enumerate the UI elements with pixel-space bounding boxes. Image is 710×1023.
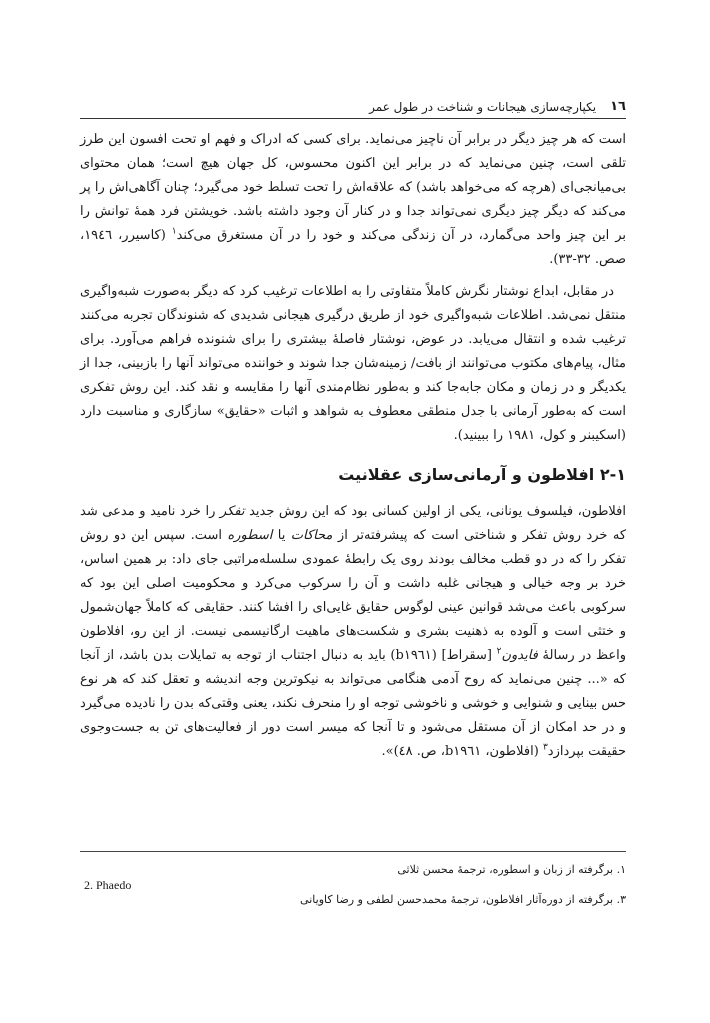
- paragraph-1-citation: (کاسیرر، ١٩٤٦، صص. ٣٢-٣٣).: [80, 228, 626, 267]
- paragraph-3-part-f: (افلاطون، b١٩٦١، ص. ٤٨)».: [381, 744, 543, 759]
- footnote-ref-2: ٢: [496, 646, 502, 657]
- page-header: [80, 92, 626, 119]
- paragraph-1: [80, 128, 626, 272]
- paragraph-3: [80, 500, 626, 764]
- footnote-ref-1: ١: [171, 226, 177, 237]
- footnote-ref-3: ٣: [542, 742, 548, 753]
- footnote-2: 2. Phaedo: [84, 878, 132, 892]
- section-heading: ١-٢ افلاطون و آرمانی‌سازی عقلانیت: [338, 465, 626, 484]
- paragraph-3-part-b: را خرد نامید و مدعی شد که خرد روش تفکر و شناختی است که پیشرفته‌تر از: [80, 504, 627, 543]
- term-phaedo: فایدون: [501, 648, 538, 663]
- footnote-1: ١. برگرفته از زبان و اسطوره، ترجمهٔ محسن ثلاثی: [397, 863, 626, 876]
- page-number: ١٦: [610, 99, 626, 114]
- body-text: [80, 128, 626, 772]
- term-ostoore: اسطوره: [227, 528, 273, 543]
- footnote-divider: [80, 851, 626, 852]
- term-mohakat: محاکات: [290, 528, 333, 543]
- term-tafakor: تفکر: [219, 504, 245, 519]
- paragraph-3-part-e: [سقراط] (b١٩٦١) باید به دنبال اجتناب از توجه به تمایلات بدن باشد، از آنجا که «... چنین می‌نماید که روح آدمی هنگامی می‌تواند به نیکوترین وجه اندیشه و تعقل کند که هر نوع حس بینایی و شنوایی و خوشی و ناخوشی توجه او را منحرف نکند، یعنی وقتی‌که بدن را نادیده می‌گیرد و در حد امکان از آن مستقل می‌شود و تا آنجا که میسر است دور از فعالیت‌های تن به جست‌وجوی حقیقت بپردازد: [80, 648, 626, 759]
- paragraph-2: در مقابل، ابداع نوشتار نگرش کاملاً متفاوتی را به اطلاعات ترغیب کرد که دیگر به‌صورت شبه‌واگیری منتقل نمی‌شد. اطلاعات شبه‌واگیری خود از طریق درگیری هیجانی شدیدی که شنوندگان تجربه می‌کنند ترغیب شده و انتقال می‌یابد. در عوض، نوشتار فاصلهٔ بیشتری را برای شنونده فراهم می‌آورد. برای مثال، پیام‌های مکتوب می‌توانند از بافت/ زمینه‌شان جدا شوند و خواننده می‌تواند آنها را بازبینی، جدا از یکدیگر و در زمان و مکان جابه‌جا کند و به‌طور نظام‌مندی آنها را مقایسه و نقد کند. این روش تفکری است که به‌طور آرمانی با جدل منطقی معطوف به شواهد و اثبات «حقایق» سازگاری و مناسبت دارد (اسکیبنر و کول، ١٩٨١ را ببینید).: [80, 284, 626, 443]
- footnote-3: ٣. برگرفته از دوره‌آثار افلاطون، ترجمهٔ محمدحسن لطفی و رضا کاویانی: [300, 893, 626, 906]
- paragraph-3-part-c: یا: [272, 528, 291, 543]
- paragraph-3-part-a: افلاطون، فیلسوف یونانی، یکی از اولین کسانی بود که این روش جدید: [244, 504, 626, 519]
- running-title: یکپارچه‌سازی هیجانات و شناخت در طول عمر: [369, 100, 597, 114]
- paragraph-3-part-d: است. سپس این دو روش تفکر را که در دو قطب مخالف بودند روی یک رابطهٔ عمودی سلسله‌مراتبی جای داد: بر همین اساس، خرد بر وجه خیالی و هیجانی غلبه داشت و آن را سرکوب می‌کرد و محکومیت اصلی این بود که سرکوبی باعث می‌شد قوانین عینی لوگوس حقایق غایی‌ای را افشا کنند. حقایقی که کاملاً جهان‌شمول و ختثی است و آلوده به ذهنیت بشری و شکست‌های ماهیت ارگانیسمی نیست. از این رو، افلاطون واعظ در رسالهٔ: [80, 528, 626, 663]
- paragraph-1-text: است که هر چیز دیگر در برابر آن ناچیز می‌نماید. برای کسی که ادراک و فهم او تحت افسون این طرز تلقی است، چنین می‌نماید که در برابر این اکنون محسوس، کل جهان هیچ است؛ همان محتوای بی‌میانجی‌ای (هرچه که می‌خواهد باشد) که علاقه‌اش را تحت تسلط خود می‌گیرد؛ چنان آگاهی‌اش را پر می‌کند که دیگر چیز دیگری نمی‌تواند جدا و در کنار آن وجود داشته باشد. خویشتن فرد همهٔ توانش را بر این چیز واحد می‌گمارد، در آن زندگی می‌کند و خود را در آن مستغرق می‌کند: [80, 132, 626, 243]
